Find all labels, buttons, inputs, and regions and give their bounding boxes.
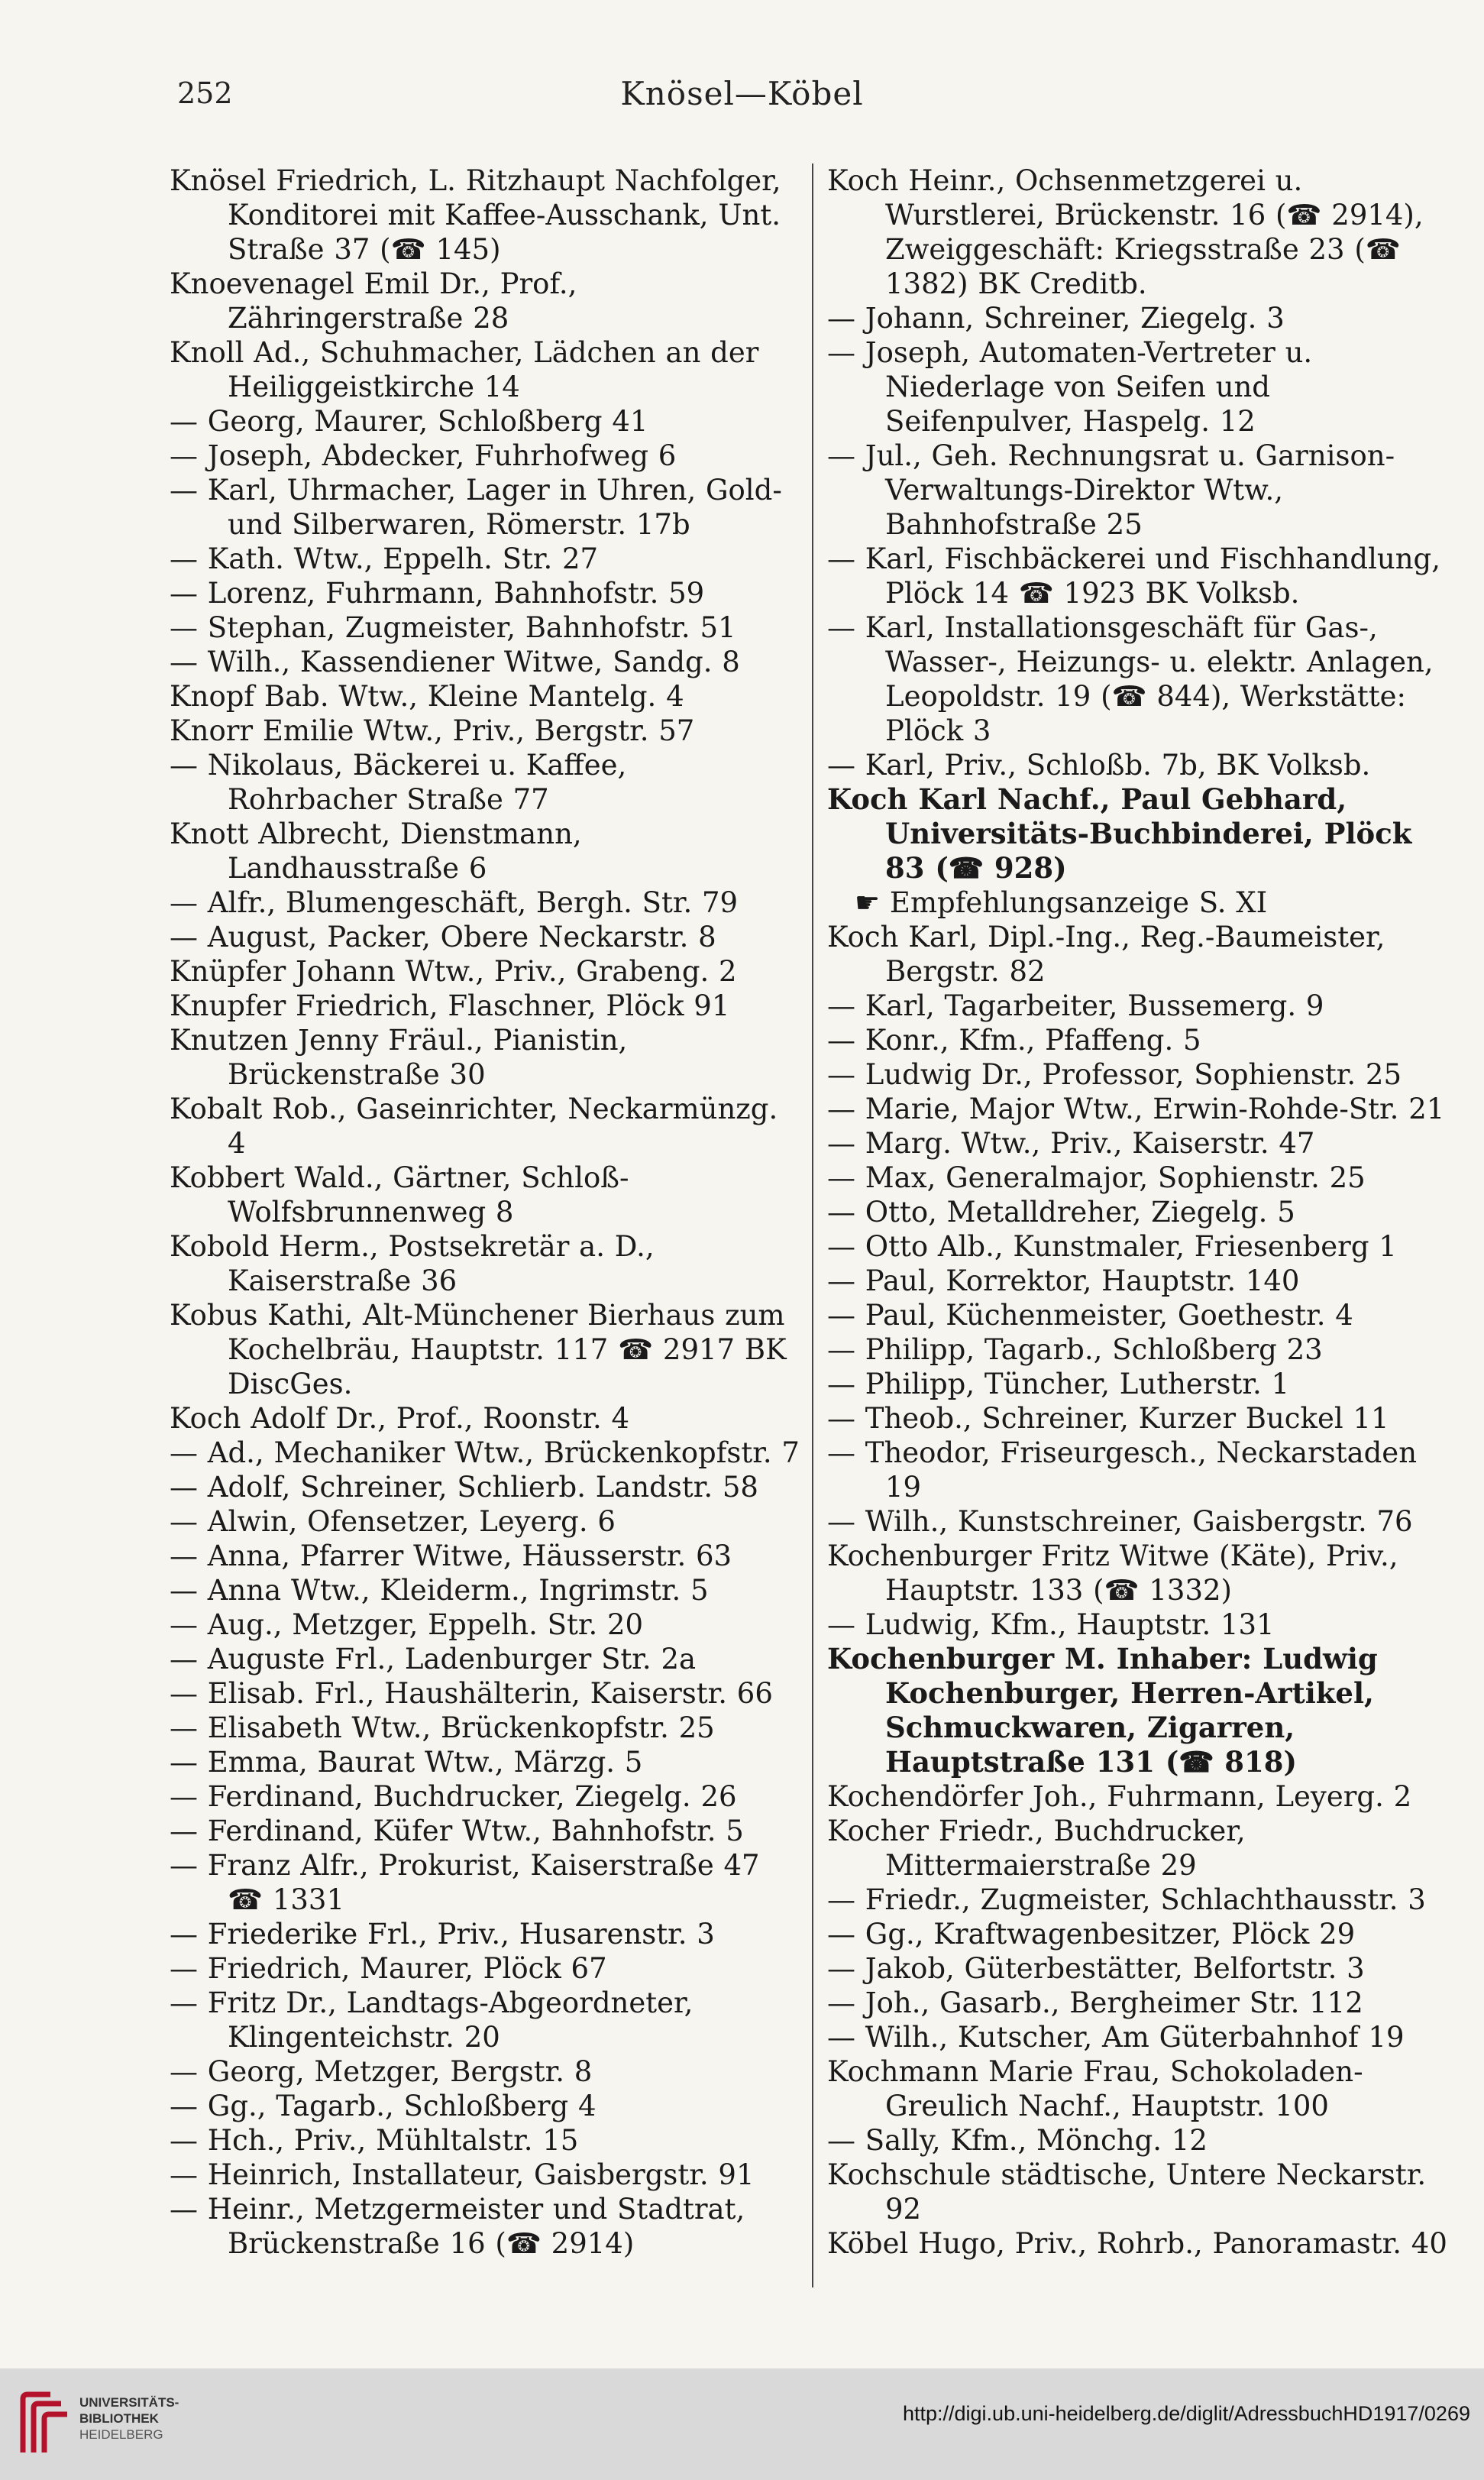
directory-entry: — Alfr., Blumengeschäft, Bergh. Str. 79 [170,886,739,919]
directory-entry: — Joseph, Abdecker, Fuhrhofweg 6 [170,439,677,472]
directory-entry: — Marie, Major Wtw., Erwin-Rohde-Str. 21 [827,1093,1445,1125]
directory-entry: — Gg., Kraftwagenbesitzer, Plöck 29 [827,1918,1356,1951]
directory-entry: — Heinrich, Installateur, Gaisbergstr. 91 [170,2158,755,2191]
directory-entry: — Emma, Baurat Wtw., Märzg. 5 [170,1746,643,1779]
directory-entry: — Marg. Wtw., Priv., Kaiserstr. 47 [827,1127,1315,1160]
directory-entry: Knorr Emilie Wtw., Priv., Bergstr. 57 [170,714,695,747]
directory-entry: Knopf Bab. Wtw., Kleine Mantelg. 4 [170,680,684,713]
directory-entry: Kochendörfer Joh., Fuhrmann, Leyerg. 2 [827,1780,1412,1813]
running-head: Knösel—Köbel [620,75,864,112]
directory-entry: Knupfer Friedrich, Flaschner, Plöck 91 [170,989,730,1022]
directory-entry: — Paul, Küchenmeister, Goethestr. 4 [827,1299,1353,1332]
directory-entry: Kochmann Marie Frau, Schokoladen-Greulich Nachf., Hauptstr. 100 [827,2055,1363,2122]
directory-entry: — Philipp, Tagarb., Schloßberg 23 [827,1333,1323,1366]
directory-entry: — Franz Alfr., Prokurist, Kaiserstraße 47 ☎ 1331 [170,1849,760,1916]
advertisement-entry: Koch Karl Nachf., Paul Gebhard, Universitäts-Buchbinderei, Plöck 83 (☎ 928) [827,782,1412,885]
directory-entry: — Friedrich, Maurer, Plöck 67 [170,1952,607,1985]
directory-entry: — August, Packer, Obere Neckarstr. 8 [170,921,716,953]
directory-entry: Kochschule städtische, Untere Neckarstr. 92 [827,2158,1427,2226]
directory-entry: Koch Karl, Dipl.-Ing., Reg.-Baumeister, Bergstr. 82 [827,921,1385,988]
directory-entry: — Ludwig, Kfm., Hauptstr. 131 [827,1608,1275,1641]
directory-entry: Koch Adolf Dr., Prof., Roonstr. 4 [170,1402,630,1435]
advertisement-entry: Kochenburger M. Inhaber: Ludwig Kochenburger, Herren-Artikel, Schmuckwaren, Zigarren, Hauptstraße 131 (☎ 818) [827,1642,1378,1779]
directory-entry: — Karl, Tagarbeiter, Bussemerg. 9 [827,989,1324,1022]
page-number: 252 [177,76,233,110]
directory-entry: — Joh., Gasarb., Bergheimer Str. 112 [827,1986,1363,2019]
logo-line-2: BIBLIOTHEK [79,2411,159,2426]
library-logo-icon [17,2391,72,2457]
library-logo-text [79,2394,179,2443]
directory-entry: — Friedr., Zugmeister, Schlachthausstr. 3 [827,1883,1426,1916]
directory-entry: Knutzen Jenny Fräul., Pianistin, Brückenstraße 30 [170,1024,628,1091]
directory-entry: — Stephan, Zugmeister, Bahnhofstr. 51 [170,611,736,644]
directory-entry: Knösel Friedrich, L. Ritzhaupt Nachfolger, Konditorei mit Kaffee-Ausschank, Unt. Straße 37 (☎ 145) [170,164,781,266]
directory-entry: — Ferdinand, Küfer Wtw., Bahnhofstr. 5 [170,1815,744,1847]
directory-entry: — Georg, Metzger, Bergstr. 8 [170,2055,593,2088]
directory-entry: Knoll Ad., Schuhmacher, Lädchen an der Heiliggeistkirche 14 [170,336,759,403]
directory-entry: — Alwin, Ofensetzer, Leyerg. 6 [170,1505,616,1538]
directory-entry: — Johann, Schreiner, Ziegelg. 3 [827,302,1285,335]
directory-entry: — Konr., Kfm., Pfaffeng. 5 [827,1024,1201,1057]
directory-entry: — Georg, Maurer, Schloßberg 41 [170,405,648,438]
directory-entry: — Sally, Kfm., Mönchg. 12 [827,2124,1208,2157]
directory-entry: — Adolf, Schreiner, Schlierb. Landstr. 58 [170,1471,758,1504]
directory-entry: Kocher Friedr., Buchdrucker, Mittermaierstraße 29 [827,1815,1246,1882]
directory-entry: — Aug., Metzger, Eppelh. Str. 20 [170,1608,644,1641]
column-divider [812,163,813,2287]
footer-bar [0,2368,1484,2480]
directory-entry: Kobold Herm., Postsekretär a. D., Kaiserstraße 36 [170,1230,655,1297]
directory-entry: — Karl, Installationsgeschäft für Gas-, Wasser-, Heizungs- u. elektr. Anlagen, Leopoldstr. 19 (☎ 844), Werkstätte: Plöck 3 [827,611,1434,747]
directory-entry: Kobbert Wald., Gärtner, Schloß-Wolfsbrunnenweg 8 [170,1161,629,1229]
directory-entry: — Hch., Priv., Mühltalstr. 15 [170,2124,579,2157]
directory-entry: — Ad., Mechaniker Wtw., Brückenkopfstr. 7 [170,1436,800,1469]
directory-entry: — Gg., Tagarb., Schloßberg 4 [170,2090,597,2122]
directory-entry: — Lorenz, Fuhrmann, Bahnhofstr. 59 [170,577,705,610]
directory-entry: Knott Albrecht, Dienstmann, Landhausstraße 6 [170,817,582,885]
library-logo[interactable] [17,2385,192,2462]
directory-entry: — Anna, Pfarrer Witwe, Häusserstr. 63 [170,1539,732,1572]
directory-entry: Köbel Hugo, Priv., Rohrb., Panoramastr. 40 [827,2227,1447,2260]
logo-line-1: UNIVERSITÄTS- [79,2395,179,2410]
directory-entry: — Philipp, Tüncher, Lutherstr. 1 [827,1368,1290,1400]
directory-entry: — Karl, Fischbäckerei und Fischhandlung, Plöck 14 ☎ 1923 BK Volksb. [827,542,1441,610]
directory-entry: — Auguste Frl., Ladenburger Str. 2a [170,1643,697,1675]
directory-entry: Kobalt Rob., Gaseinrichter, Neckarmünzg. 4 [170,1093,778,1160]
directory-entry: — Theodor, Friseurgesch., Neckarstaden 19 [827,1436,1418,1504]
directory-entry: — Theob., Schreiner, Kurzer Buckel 11 [827,1402,1389,1435]
cross-reference-note: ☛ Empfehlungsanzeige S. XI [855,886,1268,919]
directory-entry: — Wilh., Kutscher, Am Güterbahnhof 19 [827,2021,1405,2054]
directory-entry: Kobus Kathi, Alt-Münchener Bierhaus zum Kochelbräu, Hauptstr. 117 ☎ 2917 BK DiscGes. [170,1299,787,1400]
directory-entry: — Karl, Uhrmacher, Lager in Uhren, Gold- und Silberwaren, Römerstr. 17b [170,474,782,541]
directory-entry: — Elisabeth Wtw., Brückenkopfstr. 25 [170,1711,715,1744]
directory-entry: Knüpfer Johann Wtw., Priv., Grabeng. 2 [170,955,737,988]
directory-entry: — Joseph, Automaten-Vertreter u. Niederlage von Seifen und Seifenpulver, Haspelg. 12 [827,336,1313,438]
directory-entry: — Jakob, Güterbestätter, Belfortstr. 3 [827,1952,1365,1985]
directory-entry: — Otto, Metalldreher, Ziegelg. 5 [827,1196,1295,1229]
directory-entry: — Nikolaus, Bäckerei u. Kaffee, Rohrbacher Straße 77 [170,749,627,816]
directory-entry: — Elisab. Frl., Haushälterin, Kaiserstr. 66 [170,1677,773,1710]
directory-entry: Kochenburger Fritz Witwe (Käte), Priv., Hauptstr. 133 (☎ 1332) [827,1539,1398,1607]
directory-entry: — Kath. Wtw., Eppelh. Str. 27 [170,542,599,575]
directory-entry: — Paul, Korrektor, Hauptstr. 140 [827,1264,1300,1297]
directory-entry: — Friederike Frl., Priv., Husarenstr. 3 [170,1918,715,1951]
source-url-link[interactable]: http://digi.ub.uni-heidelberg.de/diglit/AdressbuchHD1917/0269 [902,2402,1470,2425]
directory-entry: — Wilh., Kassendiener Witwe, Sandg. 8 [170,646,740,678]
left-column [170,163,803,2261]
directory-entry: — Jul., Geh. Rechnungsrat u. Garnison-Verwaltungs-Direktor Wtw., Bahnhofstraße 25 [827,439,1395,541]
directory-entry: — Wilh., Kunstschreiner, Gaisbergstr. 76 [827,1505,1413,1538]
directory-entry: — Ferdinand, Buchdrucker, Ziegelg. 26 [170,1780,737,1813]
directory-entry: — Ludwig Dr., Professor, Sophienstr. 25 [827,1058,1402,1091]
right-column [827,163,1453,2261]
directory-entry: — Max, Generalmajor, Sophienstr. 25 [827,1161,1366,1194]
directory-entry: Koch Heinr., Ochsenmetzgerei u. Wurstlerei, Brückenstr. 16 (☎ 2914), Zweiggeschäft: Kriegsstraße 23 (☎ 1382) BK Creditb. [827,164,1424,300]
directory-entry: — Anna Wtw., Kleiderm., Ingrimstr. 5 [170,1574,709,1607]
logo-line-3: HEIDELBERG [79,2427,163,2442]
directory-entry: — Fritz Dr., Landtags-Abgeordneter, Klingenteichstr. 20 [170,1986,694,2054]
directory-entry: — Karl, Priv., Schloßb. 7b, BK Volksb. [827,749,1371,782]
directory-entry: Knoevenagel Emil Dr., Prof., Zähringerstraße 28 [170,267,577,335]
directory-entry: — Otto Alb., Kunstmaler, Friesenberg 1 [827,1230,1397,1263]
directory-entry: — Heinr., Metzgermeister und Stadtrat, Brückenstraße 16 (☎ 2914) [170,2193,745,2260]
